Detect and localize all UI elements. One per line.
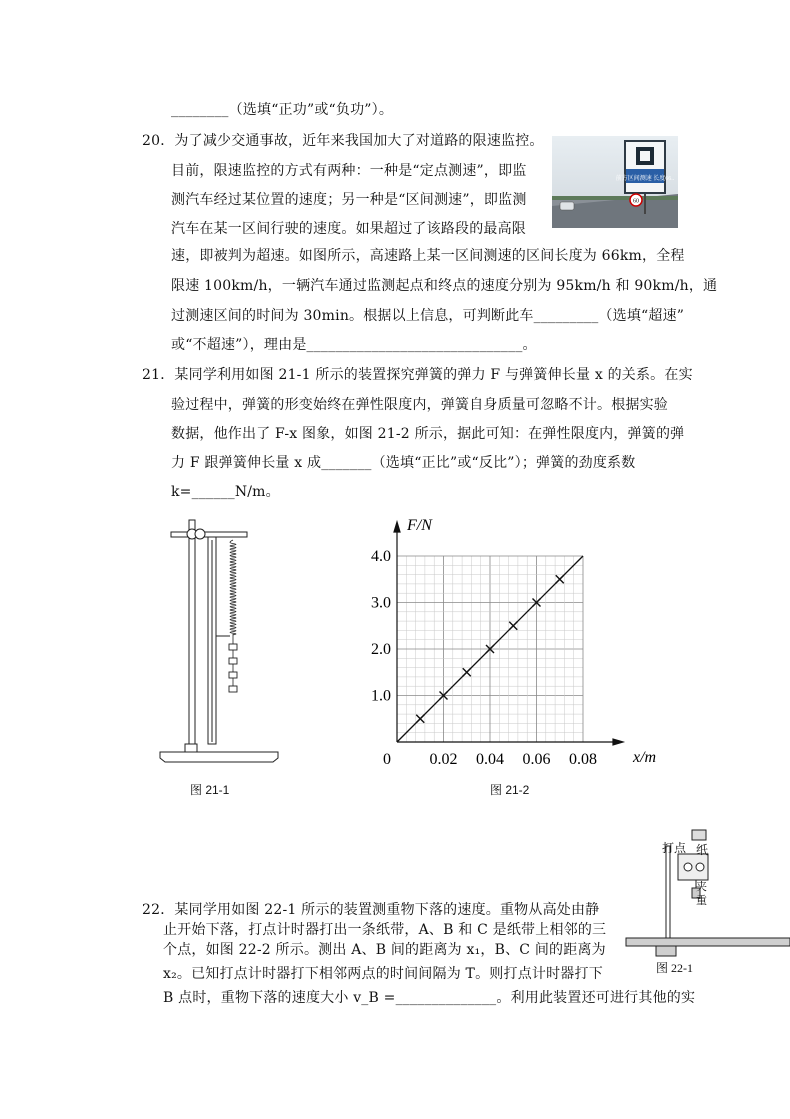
y-tick-label: 1.0 [371,687,391,705]
q21-line-5: k=______N/m。 [171,484,280,500]
data-point [556,575,564,583]
q21-line-2: 验过程中，弹簧的形变始终在弹性限度内，弹簧自身质量可忽略不计。根据实验 [171,397,668,413]
q21-line-1: 21．某同学利用如图 21-1 所示的装置探究弹簧的弹力 F 与弹簧伸长量 x 的关系。在实 [142,367,693,383]
q22-line-1: 22．某同学用如图 22-1 所示的装置测重物下落的速度。重物从高处由静 [142,902,600,918]
x-tick-label: 0.04 [476,751,504,768]
y-axis-arrow [394,522,400,532]
timer-apparatus-figure [626,826,790,976]
hook-mass [229,672,237,678]
q20-line-1: 20．为了减少交通事故，近年来我国加大了对道路的限速监控。 [142,133,544,149]
hook-mass [229,686,237,692]
x-tick-label: 0.08 [569,751,597,768]
fig-label-timer: 打点 [662,841,687,855]
fig-21-2-caption: 图 21-2 [490,783,530,797]
sign-limit-text: 60 [633,198,639,205]
y-tick-label: 3.0 [371,594,391,612]
data-point [416,715,424,723]
spring-coil [230,540,236,635]
fig-label-paper: 纸 [696,843,709,857]
q21-line-4: 力 F 跟弹簧伸长量 x 成_______（选填“正比”或“反比”）；弹簧的劲度系数 [171,455,636,471]
q20-line-2: 目前，限速监控的方式有两种：一种是“定点测速”，即监 [171,163,527,179]
data-point [463,668,471,676]
hook-mass [229,644,237,650]
sign-text: 前方区间测速 长度66.. [615,176,675,182]
y-tick-label: 2.0 [371,641,391,658]
y-tick-label: 4.0 [371,548,391,565]
q20-line-4: 汽车在某一区间行驶的速度。如果超过了该路段的最高限 [171,221,526,237]
q20-line-7: 过测速区间的时间为 30min。根据以上信息，可判断此车_________（选填“超速” [171,308,685,324]
fig-22-1-caption: 图 22-1 [656,961,693,975]
fig-label-clip: 夹 [696,881,707,893]
q22-line-2: 止开始下落，打点计时器打出一条纸带，A、B 和 C 是纸带上相邻的三 [163,922,607,938]
x-axis-arrow [613,739,623,745]
q20-line-6: 限速 100km/h，一辆汽车通过监测起点和终点的速度分别为 95km/h 和 90km/h，通 [171,278,718,294]
fig-21-1-caption: 图 21-1 [190,783,230,797]
q20-line-8: 或“不超速”），理由是______________________________。 [171,337,537,353]
q20-line-3: 测汽车经过某位置的速度；另一种是“区间测速”，即监测 [171,192,527,208]
x-axis-label: x/m [633,749,657,766]
fig-label-weight: 重 [696,895,707,907]
highway-speed-camera-photo [552,136,678,228]
q19-tail: ________（选填“正功”或“负功”）。 [171,102,394,118]
q22-line-5: B 点时，重物下落的速度大小 v_B =______________。利用此装置还可进行其他的实 [163,990,696,1006]
q22-line-4: x₂。已知打点计时器打下相邻两点的时间间隔为 T。则打点计时器打下 [163,966,603,982]
data-point [509,622,517,630]
x-tick-label: 0.06 [522,751,551,768]
y-axis-label: F/N [407,517,432,534]
hook-mass [229,658,237,664]
spring-apparatus-figure [155,512,285,768]
q22-line-3: 个点，如图 22-2 所示。测出 A、B 间的距离为 x₁，B、C 间的距离为 [163,942,606,958]
q21-line-3: 数据，他作出了 F-x 图象，如图 21-2 所示，据此可知：在弹性限度内，弹簧的弹 [171,426,685,442]
f-x-graph [371,505,665,775]
q20-line-5: 速，即被判为超速。如图所示，高速路上某一区间测速的区间长度为 66km，全程 [171,248,685,264]
x-tick-label: 0.02 [429,751,458,768]
origin-label: 0 [383,751,391,768]
